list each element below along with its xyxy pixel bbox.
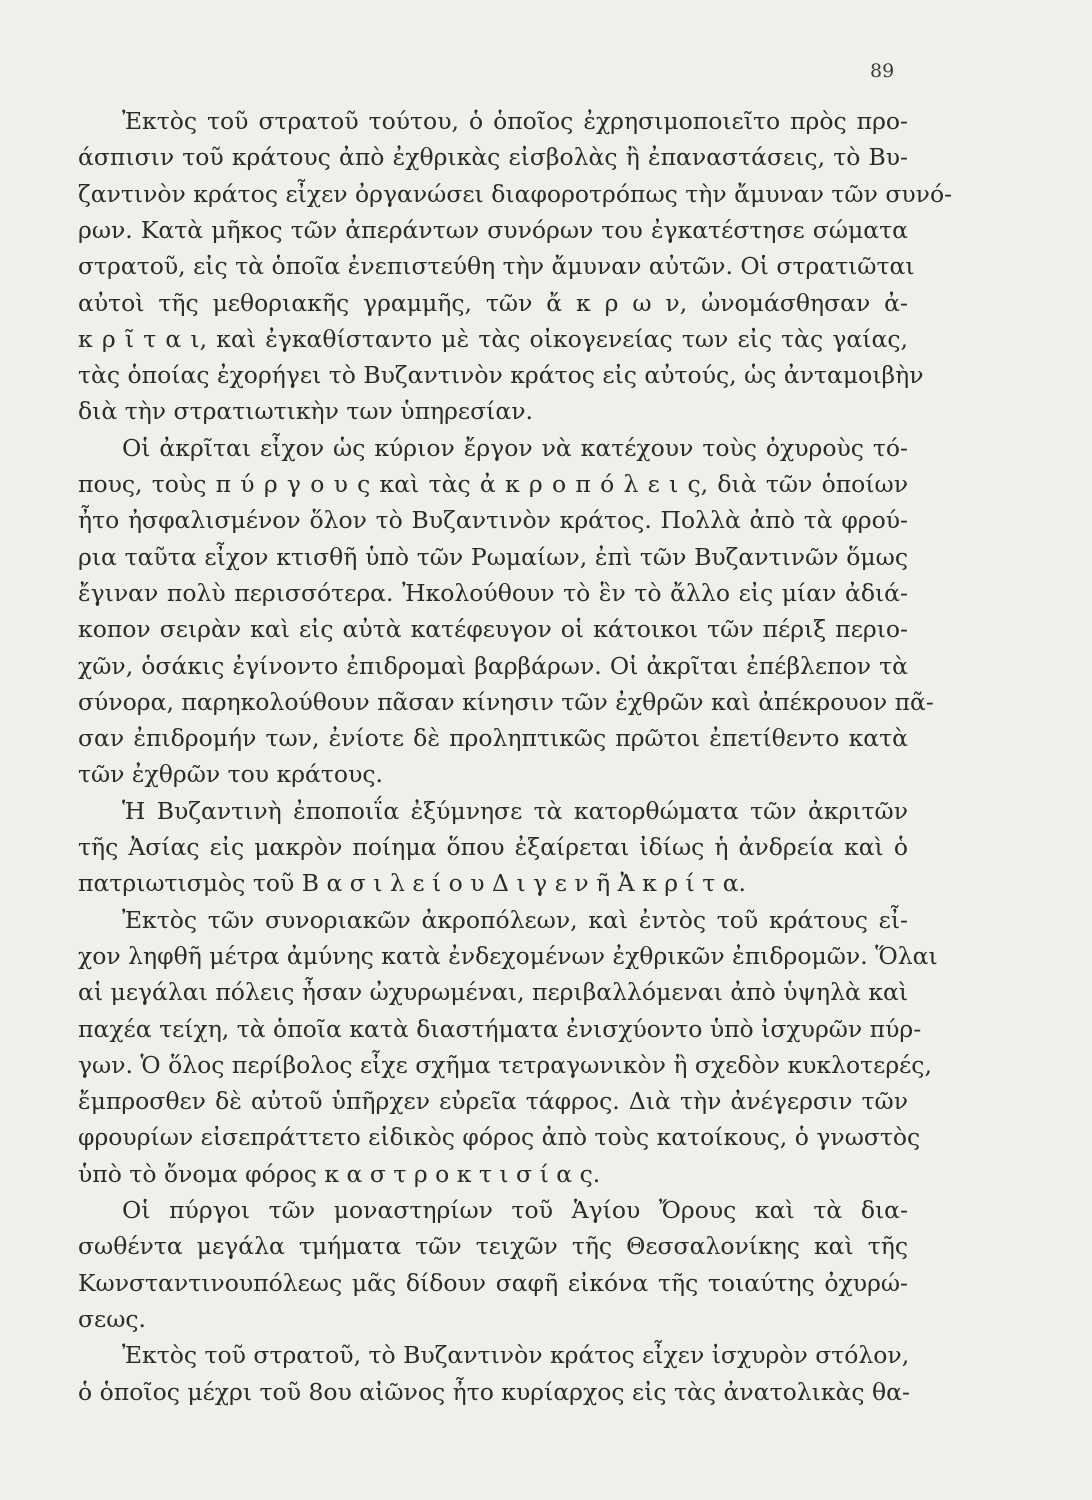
- text-line: ἔγιναν πολὺ περισσότερα. Ἠκολούθουν τὸ ἓν τὸ ἄλλο εἰς μίαν ἀδιά-: [78, 578, 908, 607]
- text-line: σεως.: [78, 1304, 147, 1333]
- text-line: παχέα τείχη, τὰ ὁποῖα κατὰ διαστήματα ἐνισχύοντο ὑπὸ ἰσχυρῶν πύρ-: [78, 1014, 922, 1043]
- text-line: ὁ ὁποῖος μέχρι τοῦ 8ου αἰῶνος ἦτο κυρίαρχος εἰς τὰς ἀνατολικὰς θα-: [78, 1377, 910, 1406]
- text-line: τῶν ἐχθρῶν του κράτους.: [78, 760, 383, 789]
- text-line: ἦτο ἠσφαλισμένον ὅλον τὸ Βυζαντινὸν κράτος. Πολλὰ ἀπὸ τὰ φρού-: [78, 506, 908, 535]
- text-line: ὑπὸ τὸ ὄνομα φόρος κ α σ τ ρ ο κ τ ι σ ί α ς.: [78, 1159, 601, 1188]
- text-line: Ἐκτὸς τοῦ στρατοῦ τούτου, ὁ ὁποῖος ἐχρησιμοποιεῖτο πρὸς προ-: [122, 107, 908, 135]
- page-number: 89: [870, 60, 895, 82]
- text-line: γων. Ὁ ὅλος περίβολος εἶχε σχῆμα τετραγωνικὸν ἢ σχεδὸν κυκλοτερές,: [78, 1050, 932, 1079]
- text-line: τὰς ὁποίας ἐχορήγει τὸ Βυζαντινὸν κράτος εἰς αὐτούς, ὡς ἀνταμοιβὴν: [78, 361, 924, 390]
- text-line: σύνορα, παρηκολούθουν πᾶσαν κίνησιν τῶν ἐχθρῶν καὶ ἀπέκρουον πᾶ-: [78, 687, 934, 716]
- text-line: κ ρ ῖ τ α ι, καὶ ἐγκαθίσταντο μὲ τὰς οἰκογενείας των εἰς τὰς γαίας,: [78, 324, 908, 353]
- text-line: χον ληφθῆ μέτρα ἀμύνης κατὰ ἐνδεχομένων ἐχθρικῶν ἐπιδρομῶν. Ὅλαι: [78, 941, 938, 970]
- text-line: πους, τοὺς π ύ ρ γ ο υ ς καὶ τὰς ἀ κ ρ ο π ό λ ε ι ς, διὰ τῶν ὁποίων: [78, 470, 908, 498]
- text-line: τῆς Ἀσίας εἰς μακρὸν ποίημα ὅπου ἐξαίρεται ἰδίως ἡ ἀνδρεία καὶ ὁ: [78, 833, 908, 861]
- text-line: αἱ μεγάλαι πόλεις ἦσαν ὠχυρωμέναι, περιβαλλόμεναι ἀπὸ ὑψηλὰ καὶ: [78, 978, 909, 1007]
- text-line: αὐτοὶ τῆς μεθοριακῆς γραμμῆς, τῶν ἄ κ ρ ω ν, ὠνομάσθησαν ἀ-: [78, 288, 908, 317]
- text-line: ζαντινὸν κράτος εἶχεν ὀργανώσει διαφοροτρόπως τὴν ἄμυναν τῶν συνό-: [78, 179, 953, 208]
- text-line: φρουρίων εἰσεπράττετο εἰδικὸς φόρος ἀπὸ τοὺς κατοίκους, ὁ γνωστὸς: [78, 1123, 921, 1152]
- text-line: Ἐκτὸς τῶν συνοριακῶν ἀκροπόλεων, καὶ ἐντὸς τοῦ κράτους εἶ-: [122, 905, 908, 934]
- text-line: ἔμπροσθεν δὲ αὐτοῦ ὑπῆρχεν εὐρεῖα τάφρος. Διὰ τὴν ἀνέγερσιν τῶν: [78, 1087, 908, 1116]
- text-line: Ἐκτὸς τοῦ στρατοῦ, τὸ Βυζαντινὸν κράτος εἶχεν ἰσχυρὸν στόλον,: [122, 1341, 910, 1370]
- text-line: ρια ταῦτα εἶχον κτισθῆ ὑπὸ τῶν Ρωμαίων, ἐπὶ τῶν Βυζαντινῶν ὅμως: [78, 542, 908, 571]
- text-line: σαν ἐπιδρομήν των, ἐνίοτε δὲ προληπτικῶς πρῶτοι ἐπετίθεντο κατὰ: [78, 724, 908, 753]
- text-line: κοπον σειρὰν καὶ εἰς αὐτὰ κατέφευγον οἱ κάτοικοι τῶν πέριξ περιο-: [78, 615, 908, 644]
- text-line: Κωνσταντινουπόλεως μᾶς δίδουν σαφῆ εἰκόνα τῆς τοιαύτης ὀχυρώ-: [78, 1268, 908, 1297]
- text-line: πατριωτισμὸς τοῦ Β α σ ι λ ε ί ο υ Δ ι γ ε ν ῆ Ἀ κ ρ ί τ α.: [78, 869, 747, 898]
- text-line: σωθέντα μεγάλα τμήματα τῶν τειχῶν τῆς Θεσσαλονίκης καὶ τῆς: [78, 1232, 908, 1261]
- text-line: στρατοῦ, εἰς τὰ ὁποῖα ἐνεπιστεύθη τὴν ἄμυναν αὐτῶν. Οἱ στρατιῶται: [78, 252, 915, 281]
- text-line: χῶν, ὁσάκις ἐγίνοντο ἐπιδρομαὶ βαρβάρων. Οἱ ἀκρῖται ἐπέβλεπον τὰ: [78, 651, 908, 680]
- text-line: διὰ τὴν στρατιωτικὴν των ὑπηρεσίαν.: [78, 397, 533, 426]
- text-line: Ἡ Βυζαντινὴ ἐποποιΐα ἐξύμνησε τὰ κατορθώματα τῶν ἀκριτῶν: [122, 796, 908, 825]
- text-line: Οἱ ἀκρῖται εἶχον ὡς κύριον ἔργον νὰ κατέχουν τοὺς ὀχυροὺς τό-: [122, 433, 908, 462]
- text-line: Οἱ πύργοι τῶν μοναστηρίων τοῦ Ἁγίου Ὄρους καὶ τὰ δια-: [122, 1196, 908, 1224]
- text-line: άσπισιν τοῦ κράτους ἀπὸ ἐχθρικὰς εἰσβολὰς ἢ ἐπαναστάσεις, τὸ Βυ-: [78, 143, 908, 172]
- text-line: ρων. Κατὰ μῆκος τῶν ἀπεράντων συνόρων του ἐγκατέστησε σώματα: [78, 215, 908, 244]
